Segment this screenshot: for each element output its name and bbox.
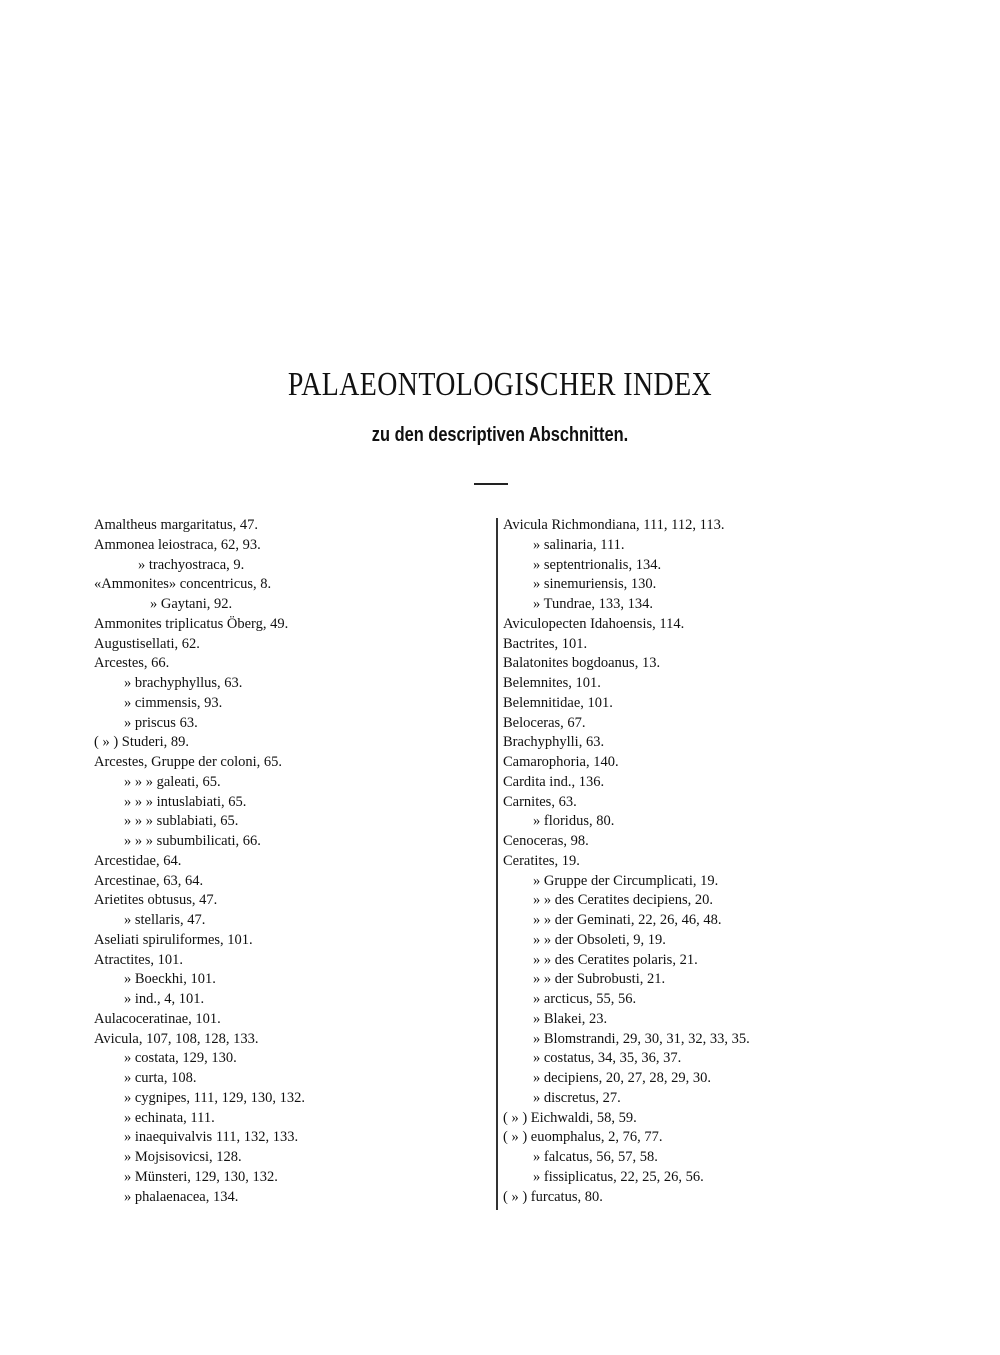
index-entry: » Boeckhi, 101. bbox=[124, 971, 216, 988]
index-entry: Amaltheus margaritatus, 47. bbox=[94, 517, 259, 533]
index-entry: » cimmensis, 93. bbox=[124, 694, 223, 711]
index-entry: Avicula Richmondiana, 111, 112, 113. bbox=[503, 517, 725, 533]
index-entry: Ceratites, 19. bbox=[503, 852, 580, 869]
index-entry: » septentrionalis, 134. bbox=[533, 556, 662, 573]
index-entry: Arietites obtusus, 47. bbox=[94, 892, 218, 909]
index-entry: » salinaria, 111. bbox=[533, 536, 625, 553]
index-entry: » falcatus, 56, 57, 58. bbox=[533, 1149, 658, 1165]
title-rule bbox=[474, 483, 508, 485]
index-entry: Aulacoceratinae, 101. bbox=[94, 1010, 221, 1027]
page-subtitle: zu den descriptiven Abschnitten. bbox=[371, 424, 629, 446]
index-entry: » curta, 108. bbox=[124, 1070, 197, 1086]
index-entry: » » » intuslabiati, 65. bbox=[124, 793, 247, 810]
index-column-right bbox=[503, 516, 750, 1207]
index-entry: » cygnipes, 111, 129, 130, 132. bbox=[124, 1089, 305, 1106]
index-entry: » decipiens, 20, 27, 28, 29, 30. bbox=[533, 1070, 712, 1086]
index-entry: » costatus, 34, 35, 36, 37. bbox=[533, 1050, 682, 1067]
index-entry: Balatonites bogdoanus, 13. bbox=[503, 655, 661, 672]
index-entry: » ind., 4, 101. bbox=[124, 991, 205, 1007]
index-entry: » costata, 129, 130. bbox=[124, 1050, 237, 1067]
index-entry: » sinemuriensis, 130. bbox=[533, 576, 657, 593]
index-entry: » » der Obsoleti, 9, 19. bbox=[533, 931, 666, 948]
index-entry: » » » galeati, 65. bbox=[124, 773, 221, 790]
index-entry: » Gruppe der Circumplicati, 19. bbox=[533, 872, 719, 889]
index-entry: » » » sublabiati, 65. bbox=[124, 813, 239, 830]
index-entry: Atractites, 101. bbox=[94, 951, 183, 968]
index-entry: » discretus, 27. bbox=[533, 1089, 621, 1106]
index-entry: ( » ) Studeri, 89. bbox=[94, 734, 190, 751]
index-entry: Beloceras, 67. bbox=[503, 714, 586, 731]
index-entry: Arcestes, 66. bbox=[94, 655, 170, 672]
index-entry: » Mojsisovicsi, 128. bbox=[124, 1149, 242, 1165]
index-entry: » » der Geminati, 22, 26, 46, 48. bbox=[533, 912, 722, 928]
index-entry: Arcestinae, 63, 64. bbox=[94, 872, 204, 889]
index-entry: » Tundrae, 133, 134. bbox=[533, 596, 654, 612]
index-entry: ( » ) euomphalus, 2, 76, 77. bbox=[503, 1129, 663, 1146]
index-entry: » stellaris, 47. bbox=[124, 912, 206, 928]
index-entry: «Ammonites» concentricus, 8. bbox=[94, 576, 272, 593]
index-entry: Carnites, 63. bbox=[503, 793, 577, 810]
index-entry: » Blakei, 23. bbox=[533, 1010, 608, 1027]
index-entry: » Münsteri, 129, 130, 132. bbox=[124, 1168, 278, 1185]
index-entry: » » des Ceratites decipiens, 20. bbox=[533, 892, 713, 909]
index-column-left bbox=[94, 516, 305, 1207]
index-entry: » » der Subrobusti, 21. bbox=[533, 971, 666, 988]
index-entry: ( » ) Eichwaldi, 58, 59. bbox=[503, 1109, 637, 1126]
index-entry: Cardita ind., 136. bbox=[503, 773, 605, 790]
index-entry: » floridus, 80. bbox=[533, 813, 615, 830]
index-entry: » » » subumbilicati, 66. bbox=[124, 833, 261, 849]
index-entry: » trachyostraca, 9. bbox=[138, 556, 245, 573]
index-entry: Camarophoria, 140. bbox=[503, 754, 619, 770]
index-entry: Avicula, 107, 108, 128, 133. bbox=[94, 1030, 259, 1047]
index-entry: » priscus 63. bbox=[124, 714, 198, 731]
index-entry: Aviculopecten Idahoensis, 114. bbox=[503, 615, 685, 632]
index-entry: Brachyphylli, 63. bbox=[503, 734, 605, 751]
index-entry: Ammonites triplicatus Öberg, 49. bbox=[94, 615, 289, 632]
index-entry: » arcticus, 55, 56. bbox=[533, 991, 637, 1007]
index-entry: » echinata, 111. bbox=[124, 1109, 215, 1126]
index-entry: Arcestes, Gruppe der coloni, 65. bbox=[94, 754, 283, 770]
index-entry: Arcestidae, 64. bbox=[94, 852, 182, 869]
index-entry: » Gaytani, 92. bbox=[150, 596, 233, 612]
index-entry: Aseliati spiruliformes, 101. bbox=[94, 931, 253, 948]
index-entry: » Blomstrandi, 29, 30, 31, 32, 33, 35. bbox=[533, 1030, 750, 1047]
page-title: PALAEONTOLOGISCHER INDEX bbox=[287, 366, 713, 403]
index-entry: » inaequivalvis 111, 132, 133. bbox=[124, 1129, 299, 1146]
index-entry: Belemnitidae, 101. bbox=[503, 694, 613, 711]
index-entry: ( » ) furcatus, 80. bbox=[503, 1188, 603, 1205]
index-entry: » » des Ceratites polaris, 21. bbox=[533, 951, 698, 968]
index-entry: » brachyphyllus, 63. bbox=[124, 675, 243, 691]
index-entry: Ammonea leiostraca, 62, 93. bbox=[94, 536, 261, 553]
index-entry: Cenoceras, 98. bbox=[503, 833, 589, 849]
index-entry: » fissiplicatus, 22, 25, 26, 56. bbox=[533, 1168, 704, 1185]
column-divider bbox=[496, 518, 498, 1210]
index-entry: » phalaenacea, 134. bbox=[124, 1188, 239, 1205]
index-entry: Belemnites, 101. bbox=[503, 675, 601, 691]
index-entry: Augustisellati, 62. bbox=[94, 635, 200, 652]
index-entry: Bactrites, 101. bbox=[503, 635, 588, 652]
